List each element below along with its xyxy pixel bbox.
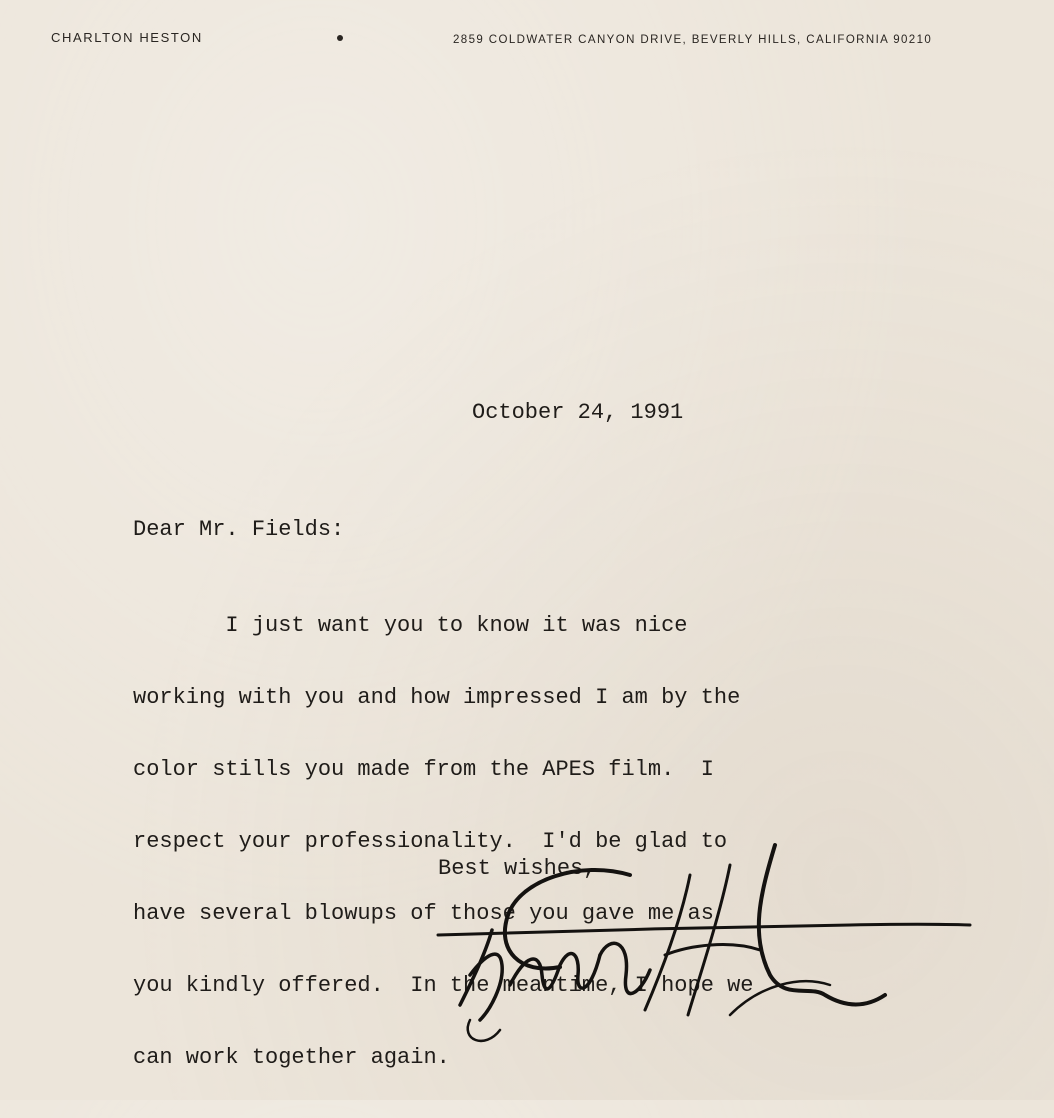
letter-body-line: you kindly offered. In the meantime, I hope we (133, 973, 754, 998)
letterhead-separator-dot (337, 35, 343, 41)
letter-body-line: I just want you to know it was nice (133, 613, 688, 638)
letter-body-line: working with you and how impressed I am by the (133, 685, 741, 710)
letter-body-line: can work together again. (133, 1045, 450, 1070)
letter-body-line: color stills you made from the APES film. I (133, 757, 714, 782)
signature-image (430, 835, 990, 1055)
letter-date: October 24, 1991 (472, 400, 684, 425)
letter-body-line: have several blowups of those you gave me as (133, 901, 714, 926)
letter-closing: Best wishes, (438, 856, 597, 881)
letterhead-name: CHARLTON HESTON (51, 30, 203, 45)
letter-body-line: respect your professionality. I'd be glad to (133, 829, 728, 854)
letterhead-address: 2859 COLDWATER CANYON DRIVE, BEVERLY HILLS, CALIFORNIA 90210 (453, 34, 933, 46)
letter-salutation: Dear Mr. Fields: (133, 517, 345, 542)
